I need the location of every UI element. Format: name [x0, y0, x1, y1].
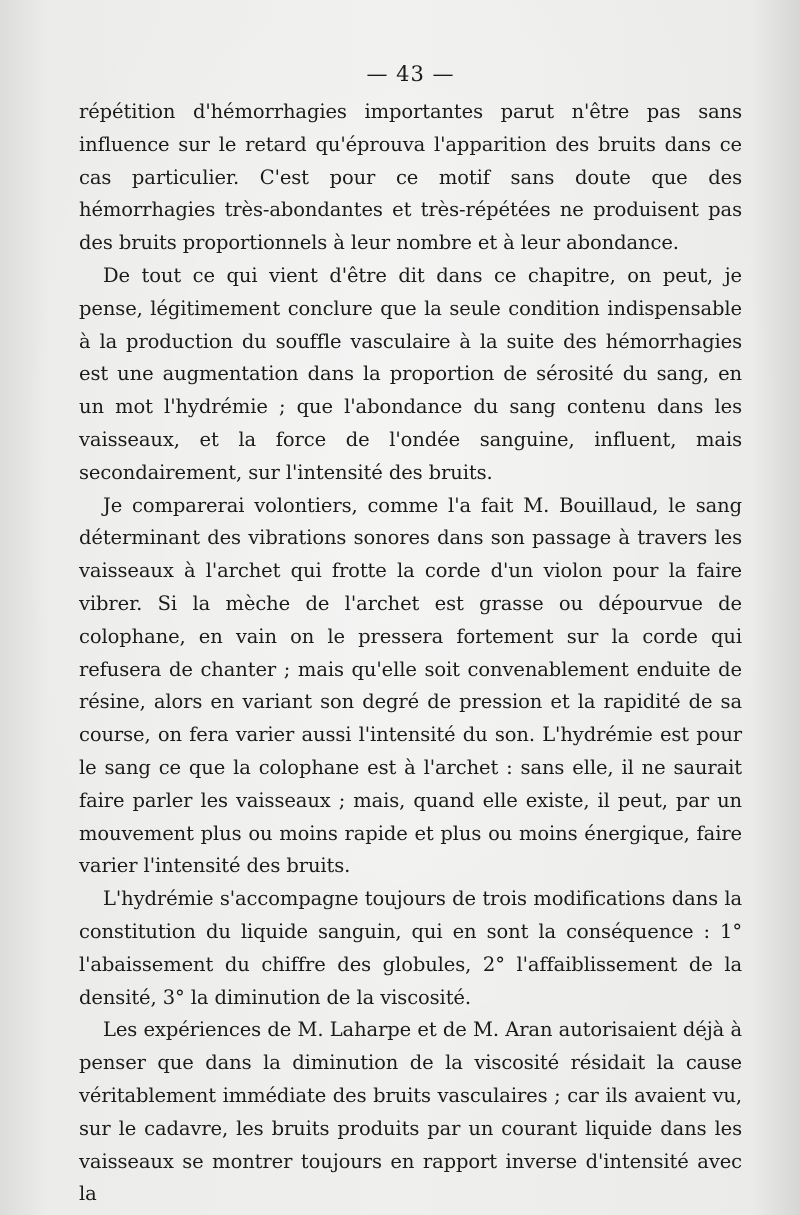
- paragraph-4: L'hydrémie s'accompagne toujours de trois modifications dans la constitution du liquide sanguin, qui en sont la conséquence : 1° l'abaissement du chiffre des globules, 2° l'affaiblissement de la densité, 3° la diminution de la viscosité.: [79, 887, 742, 1009]
- page-number: — 43 —: [366, 62, 455, 86]
- paragraph-3: Je comparerai volontiers, comme l'a fait M. Bouillaud, le sang déterminant des vibrations sonores dans son passage à travers les vaisseaux à l'archet qui frotte la corde d'un violon pour la faire vibrer. Si la mèche de l'archet est grasse ou dépourvue de colophane, en vain on le pressera fortement sur la corde qui refusera de chanter ; mais qu'elle soit convenablement enduite de résine, alors en variant son degré de pression et la rapidité de sa course, on fera varier aussi l'intensité du son. L'hydrémie est pour le sang ce que la colophane est à l'archet : sans elle, il ne saurait faire parler les vaisseaux ; mais, quand elle existe, il peut, par un mouvement plus ou moins rapide et plus ou moins énergique, faire varier l'intensité des bruits.: [79, 493, 742, 878]
- paragraph-1: répétition d'hémorrhagies importantes parut n'être pas sans influence sur le retard qu'éprouva l'apparition des bruits dans ce cas particulier. C'est pour ce motif sans doute que des hémorrhagies très-abondantes et très-répétées ne produisent pas des bruits proportionnels à leur nombre et à leur abondance.: [79, 100, 742, 255]
- body-text: [79, 96, 742, 1211]
- paragraph-5: Les expériences de M. Laharpe et de M. Aran autorisaient déjà à penser que dans la diminution de la viscosité résidait la cause véritablement immédiate des bruits vasculaires ; car ils avaient vu, sur le cadavre, les bruits produits par un courant liquide dans les vaisseaux se montrer toujours en rapport inverse d'intensité avec la: [79, 1018, 742, 1206]
- paragraph-2: De tout ce qui vient d'être dit dans ce chapitre, on peut, je pense, légitimement conclure que la seule condition indispensable à la production du souffle vasculaire à la suite des hémorrhagies est une augmentation dans la proportion de sérosité du sang, en un mot l'hydrémie ; que l'abondance du sang contenu dans les vaisseaux, et la force de l'ondée sanguine, influent, mais secondairement, sur l'intensité des bruits.: [79, 263, 742, 484]
